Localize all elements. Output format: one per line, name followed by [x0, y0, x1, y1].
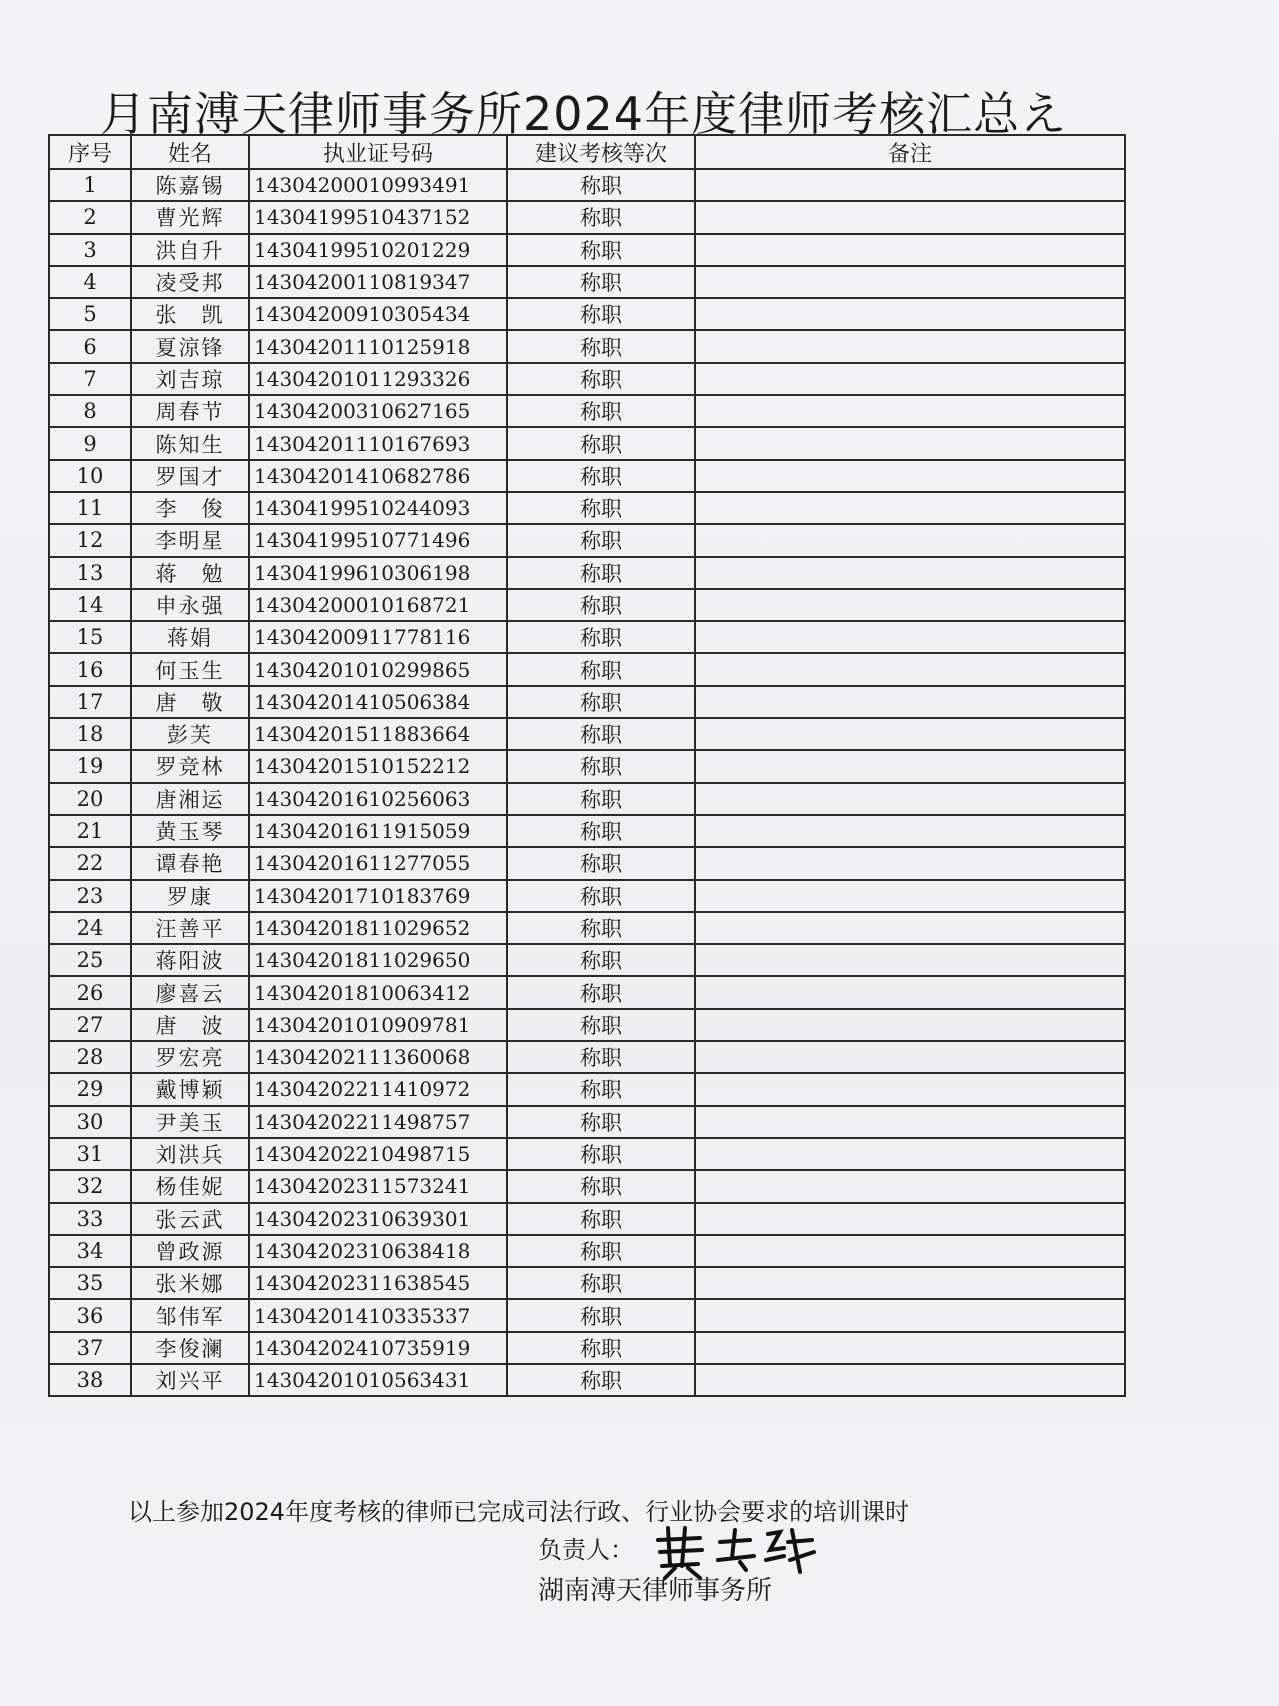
row-index: 1	[49, 169, 131, 201]
row-cert-number: 14304199510771496	[249, 524, 507, 556]
row-note	[695, 492, 1125, 524]
row-index: 29	[49, 1073, 131, 1105]
row-cert-number: 14304201510152212	[249, 750, 507, 782]
row-name: 罗宏亮	[131, 1041, 249, 1073]
row-name: 凌受邦	[131, 266, 249, 298]
table-row	[49, 298, 1125, 330]
row-note	[695, 621, 1125, 653]
row-index: 20	[49, 783, 131, 815]
row-name: 周春节	[131, 395, 249, 427]
row-cert-number: 14304201810063412	[249, 976, 507, 1008]
row-cert-number: 14304201811029652	[249, 912, 507, 944]
table-row	[49, 524, 1125, 556]
row-index: 37	[49, 1332, 131, 1364]
row-index: 5	[49, 298, 131, 330]
row-cert-number: 14304201610256063	[249, 783, 507, 815]
row-grade: 称职	[507, 1235, 695, 1267]
table-row	[49, 1332, 1125, 1364]
row-name: 洪自升	[131, 234, 249, 266]
row-name: 何玉生	[131, 653, 249, 685]
header-cert-number: 执业证号码	[249, 135, 507, 169]
row-note	[695, 1073, 1125, 1105]
row-grade: 称职	[507, 1138, 695, 1170]
row-index: 27	[49, 1009, 131, 1041]
header-name: 姓名	[131, 135, 249, 169]
row-index: 17	[49, 686, 131, 718]
row-index: 28	[49, 1041, 131, 1073]
row-index: 21	[49, 815, 131, 847]
row-note	[695, 1138, 1125, 1170]
row-grade: 称职	[507, 1203, 695, 1235]
row-cert-number: 14304199510244093	[249, 492, 507, 524]
row-name: 戴博颖	[131, 1073, 249, 1105]
row-note	[695, 169, 1125, 201]
row-cert-number: 14304202310638418	[249, 1235, 507, 1267]
header-index: 序号	[49, 135, 131, 169]
table-row	[49, 1073, 1125, 1105]
row-name: 罗康	[131, 880, 249, 912]
table-row	[49, 589, 1125, 621]
row-note	[695, 944, 1125, 976]
table-row	[49, 815, 1125, 847]
table-header-row	[49, 135, 1125, 169]
row-index: 19	[49, 750, 131, 782]
row-cert-number: 14304202310639301	[249, 1203, 507, 1235]
row-cert-number: 14304200110819347	[249, 266, 507, 298]
row-grade: 称职	[507, 234, 695, 266]
row-cert-number: 14304200010168721	[249, 589, 507, 621]
row-note	[695, 976, 1125, 1008]
table-row	[49, 201, 1125, 233]
table-row	[49, 330, 1125, 362]
row-name: 陈嘉锡	[131, 169, 249, 201]
row-note	[695, 880, 1125, 912]
row-note	[695, 1235, 1125, 1267]
row-index: 10	[49, 460, 131, 492]
row-cert-number: 14304199610306198	[249, 557, 507, 589]
row-grade: 称职	[507, 912, 695, 944]
row-cert-number: 14304201410335337	[249, 1299, 507, 1331]
row-index: 13	[49, 557, 131, 589]
row-name: 张米娜	[131, 1267, 249, 1299]
row-cert-number: 14304201010563431	[249, 1364, 507, 1396]
row-index: 9	[49, 427, 131, 459]
table-row	[49, 718, 1125, 750]
row-name: 黄玉琴	[131, 815, 249, 847]
row-index: 38	[49, 1364, 131, 1396]
row-name: 唐湘运	[131, 783, 249, 815]
row-index: 32	[49, 1170, 131, 1202]
row-cert-number: 14304201410682786	[249, 460, 507, 492]
row-grade: 称职	[507, 330, 695, 362]
row-name: 刘兴平	[131, 1364, 249, 1396]
row-cert-number: 14304202111360068	[249, 1041, 507, 1073]
row-grade: 称职	[507, 1170, 695, 1202]
row-index: 26	[49, 976, 131, 1008]
table-row	[49, 492, 1125, 524]
row-cert-number: 14304201011293326	[249, 363, 507, 395]
table-row	[49, 363, 1125, 395]
row-index: 3	[49, 234, 131, 266]
row-name: 汪善平	[131, 912, 249, 944]
row-index: 16	[49, 653, 131, 685]
row-name: 邹伟军	[131, 1299, 249, 1331]
row-index: 34	[49, 1235, 131, 1267]
row-grade: 称职	[507, 718, 695, 750]
row-cert-number: 14304201110125918	[249, 330, 507, 362]
row-cert-number: 14304201010299865	[249, 653, 507, 685]
firm-name: 湖南溥天律师事务所	[538, 1576, 773, 1606]
row-index: 8	[49, 395, 131, 427]
row-grade: 称职	[507, 298, 695, 330]
row-note	[695, 815, 1125, 847]
row-grade: 称职	[507, 815, 695, 847]
row-index: 30	[49, 1106, 131, 1138]
row-name: 彭芙	[131, 718, 249, 750]
row-note	[695, 1170, 1125, 1202]
row-grade: 称职	[507, 1106, 695, 1138]
row-name: 夏涼锋	[131, 330, 249, 362]
row-grade: 称职	[507, 944, 695, 976]
row-index: 33	[49, 1203, 131, 1235]
table-row	[49, 1267, 1125, 1299]
row-note	[695, 912, 1125, 944]
table-row	[49, 234, 1125, 266]
table-row	[49, 1106, 1125, 1138]
row-cert-number: 14304199510201229	[249, 234, 507, 266]
row-cert-number: 14304201611277055	[249, 847, 507, 879]
row-name: 谭春艳	[131, 847, 249, 879]
row-name: 廖喜云	[131, 976, 249, 1008]
row-note	[695, 557, 1125, 589]
row-grade: 称职	[507, 427, 695, 459]
row-index: 6	[49, 330, 131, 362]
row-name: 刘吉琼	[131, 363, 249, 395]
row-grade: 称职	[507, 1332, 695, 1364]
header-note: 备注	[695, 135, 1125, 169]
row-note	[695, 783, 1125, 815]
row-note	[695, 1106, 1125, 1138]
lawyer-roster-table	[48, 134, 1126, 1397]
row-note	[695, 266, 1125, 298]
row-grade: 称职	[507, 686, 695, 718]
row-name: 蒋娟	[131, 621, 249, 653]
row-name: 李俊澜	[131, 1332, 249, 1364]
row-index: 15	[49, 621, 131, 653]
row-note	[695, 750, 1125, 782]
row-grade: 称职	[507, 363, 695, 395]
table-row	[49, 653, 1125, 685]
table-row	[49, 169, 1125, 201]
table-row	[49, 1235, 1125, 1267]
row-grade: 称职	[507, 201, 695, 233]
row-note	[695, 1009, 1125, 1041]
row-cert-number: 14304201710183769	[249, 880, 507, 912]
row-index: 22	[49, 847, 131, 879]
row-index: 35	[49, 1267, 131, 1299]
row-index: 25	[49, 944, 131, 976]
table-row	[49, 976, 1125, 1008]
table-row	[49, 1170, 1125, 1202]
row-grade: 称职	[507, 750, 695, 782]
table-row	[49, 1138, 1125, 1170]
table-body	[49, 169, 1125, 1396]
header-grade: 建议考核等次	[507, 135, 695, 169]
row-name: 蒋阳波	[131, 944, 249, 976]
row-note	[695, 201, 1125, 233]
row-index: 4	[49, 266, 131, 298]
row-cert-number: 14304200010993491	[249, 169, 507, 201]
row-note	[695, 589, 1125, 621]
row-index: 7	[49, 363, 131, 395]
row-grade: 称职	[507, 1041, 695, 1073]
row-note	[695, 330, 1125, 362]
row-note	[695, 847, 1125, 879]
row-note	[695, 653, 1125, 685]
row-name: 申永强	[131, 589, 249, 621]
row-index: 23	[49, 880, 131, 912]
table-row	[49, 1009, 1125, 1041]
table-row	[49, 880, 1125, 912]
document-title: 月南溥天律师事务所2024年度律师考核汇总え	[100, 87, 1068, 141]
row-name: 张云武	[131, 1203, 249, 1235]
row-grade: 称职	[507, 783, 695, 815]
row-note	[695, 1364, 1125, 1396]
row-name: 尹美玉	[131, 1106, 249, 1138]
table-row	[49, 944, 1125, 976]
table-row	[49, 427, 1125, 459]
row-index: 2	[49, 201, 131, 233]
row-name: 陈知生	[131, 427, 249, 459]
row-cert-number: 14304202311638545	[249, 1267, 507, 1299]
row-note	[695, 234, 1125, 266]
row-grade: 称职	[507, 847, 695, 879]
table-row	[49, 1299, 1125, 1331]
row-cert-number: 14304201110167693	[249, 427, 507, 459]
row-index: 12	[49, 524, 131, 556]
row-grade: 称职	[507, 492, 695, 524]
row-cert-number: 14304201511883664	[249, 718, 507, 750]
row-grade: 称职	[507, 653, 695, 685]
row-note	[695, 686, 1125, 718]
row-name: 蒋 勉	[131, 557, 249, 589]
row-name: 刘洪兵	[131, 1138, 249, 1170]
row-cert-number: 14304201410506384	[249, 686, 507, 718]
table-row	[49, 266, 1125, 298]
row-grade: 称职	[507, 880, 695, 912]
table-row	[49, 912, 1125, 944]
row-grade: 称职	[507, 395, 695, 427]
row-name: 曾政源	[131, 1235, 249, 1267]
row-grade: 称职	[507, 1364, 695, 1396]
row-cert-number: 14304200910305434	[249, 298, 507, 330]
row-name: 唐 敬	[131, 686, 249, 718]
row-grade: 称职	[507, 460, 695, 492]
row-note	[695, 1332, 1125, 1364]
row-index: 24	[49, 912, 131, 944]
row-cert-number: 14304201010909781	[249, 1009, 507, 1041]
row-name: 罗竞林	[131, 750, 249, 782]
row-cert-number: 14304201811029650	[249, 944, 507, 976]
row-name: 张 凯	[131, 298, 249, 330]
row-cert-number: 14304200911778116	[249, 621, 507, 653]
row-cert-number: 14304200310627165	[249, 395, 507, 427]
row-cert-number: 14304201611915059	[249, 815, 507, 847]
row-cert-number: 14304202410735919	[249, 1332, 507, 1364]
row-cert-number: 14304199510437152	[249, 201, 507, 233]
row-grade: 称职	[507, 557, 695, 589]
row-note	[695, 298, 1125, 330]
row-cert-number: 14304202211410972	[249, 1073, 507, 1105]
row-cert-number: 14304202211498757	[249, 1106, 507, 1138]
row-grade: 称职	[507, 1073, 695, 1105]
row-grade: 称职	[507, 266, 695, 298]
table-row	[49, 1041, 1125, 1073]
row-name: 唐 波	[131, 1009, 249, 1041]
row-name: 罗国才	[131, 460, 249, 492]
row-grade: 称职	[507, 1009, 695, 1041]
row-grade: 称职	[507, 169, 695, 201]
row-note	[695, 427, 1125, 459]
row-note	[695, 718, 1125, 750]
table-row	[49, 686, 1125, 718]
row-cert-number: 14304202210498715	[249, 1138, 507, 1170]
row-index: 11	[49, 492, 131, 524]
row-note	[695, 1299, 1125, 1331]
row-grade: 称职	[507, 621, 695, 653]
row-index: 31	[49, 1138, 131, 1170]
table-row	[49, 750, 1125, 782]
row-note	[695, 524, 1125, 556]
row-name: 曹光辉	[131, 201, 249, 233]
table-row	[49, 395, 1125, 427]
row-cert-number: 14304202311573241	[249, 1170, 507, 1202]
row-grade: 称职	[507, 1267, 695, 1299]
row-name: 李明星	[131, 524, 249, 556]
training-footnote: 以上参加2024年度考核的律师已完成司法行政、行业协会要求的培训课时	[128, 1498, 910, 1526]
table-row	[49, 460, 1125, 492]
table-row	[49, 557, 1125, 589]
table-row	[49, 783, 1125, 815]
row-index: 18	[49, 718, 131, 750]
row-grade: 称职	[507, 589, 695, 621]
row-note	[695, 1267, 1125, 1299]
table-row	[49, 621, 1125, 653]
row-grade: 称职	[507, 976, 695, 1008]
row-note	[695, 395, 1125, 427]
row-name: 杨佳妮	[131, 1170, 249, 1202]
row-note	[695, 363, 1125, 395]
row-note	[695, 1203, 1125, 1235]
row-index: 14	[49, 589, 131, 621]
row-note	[695, 1041, 1125, 1073]
table-row	[49, 1364, 1125, 1396]
row-grade: 称职	[507, 1299, 695, 1331]
row-name: 李 俊	[131, 492, 249, 524]
row-index: 36	[49, 1299, 131, 1331]
row-grade: 称职	[507, 524, 695, 556]
table-row	[49, 1203, 1125, 1235]
row-note	[695, 460, 1125, 492]
responsible-label: 负责人：	[538, 1536, 634, 1564]
table-row	[49, 847, 1125, 879]
